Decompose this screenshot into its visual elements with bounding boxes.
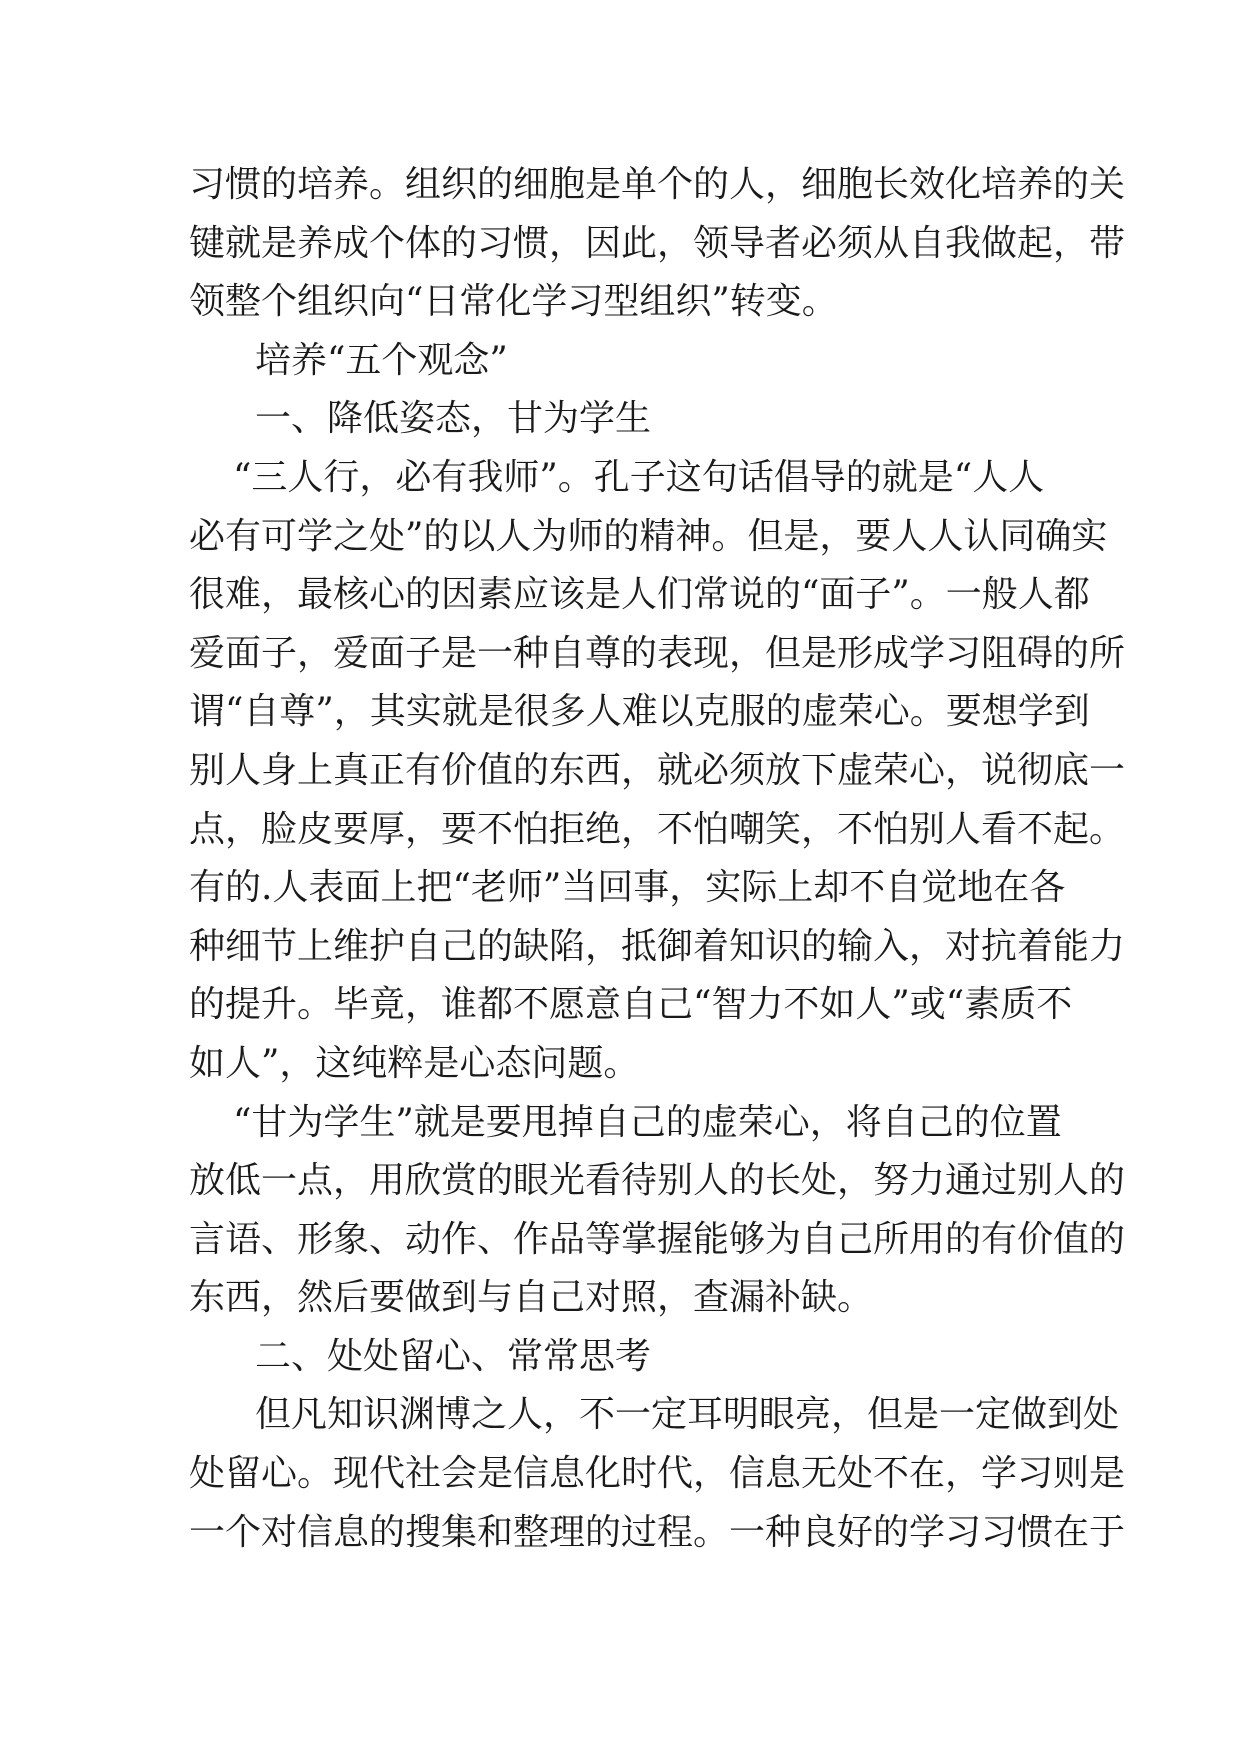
text-line: 如人”，这纯粹是心态问题。 [189, 1042, 640, 1084]
text-line: 放低一点，用欣赏的眼光看待别人的长处，努力通过别人的 [189, 1160, 1126, 1202]
text-line: 别人身上真正有价值的东西，就必须放下虚荣心，说彻底一 [189, 749, 1126, 791]
text-line: 种细节上维护自己的缺陷，抵御着知识的输入，对抗着能力 [189, 925, 1126, 967]
text-line: 处留心。现代社会是信息化时代，信息无处不在，学习则是 [189, 1453, 1126, 1495]
text-line: 培养“五个观念” [255, 339, 508, 381]
text-line: 领整个组织向“日常化学习型组织”转变。 [189, 281, 838, 323]
text-line: 有的.人表面上把“老师”当回事，实际上却不自觉地在各 [189, 867, 1066, 909]
text-line: 习惯的培养。组织的细胞是单个的人，细胞长效化培养的关 [189, 164, 1126, 205]
text-line: 的提升。毕竟，谁都不愿意自己“智力不如人”或“素质不 [189, 984, 1073, 1026]
text-line: 但凡知识渊博之人，不一定耳明眼亮，但是一定做到处 [255, 1394, 1120, 1436]
text-line: 键就是养成个体的习惯，因此，领导者必须从自我做起，带 [189, 222, 1126, 264]
text-line: 必有可学之处”的以人为师的精神。但是，要人人认同确实 [189, 515, 1108, 557]
text-line: “三人行，必有我师”。孔子这句话倡导的就是“人人 [233, 456, 1045, 498]
text-line: 很难，最核心的因素应该是人们常说的“面子”。一般人都 [189, 574, 1090, 616]
text-line: 二、处处留心、常常思考 [255, 1335, 652, 1377]
text-line: 一、降低姿态，甘为学生 [255, 398, 652, 440]
text-line: “甘为学生”就是要甩掉自己的虚荣心，将自己的位置 [233, 1101, 1062, 1143]
text-line: 爱面子，爱面子是一种自尊的表现，但是形成学习阻碍的所 [189, 632, 1126, 674]
text-line: 东西，然后要做到与自己对照，查漏补缺。 [189, 1277, 874, 1319]
document-body [189, 156, 1126, 1562]
text-line: 言语、形象、动作、作品等掌握能够为自己所用的有价值的 [189, 1218, 1126, 1260]
text-line: 谓“自尊”，其实就是很多人难以克服的虚荣心。要想学到 [189, 691, 1090, 733]
text-line: 一个对信息的搜集和整理的过程。一种良好的学习习惯在于 [189, 1511, 1126, 1553]
text-line: 点，脸皮要厚，要不怕拒绝，不怕嘲笑，不怕别人看不起。 [189, 808, 1126, 850]
